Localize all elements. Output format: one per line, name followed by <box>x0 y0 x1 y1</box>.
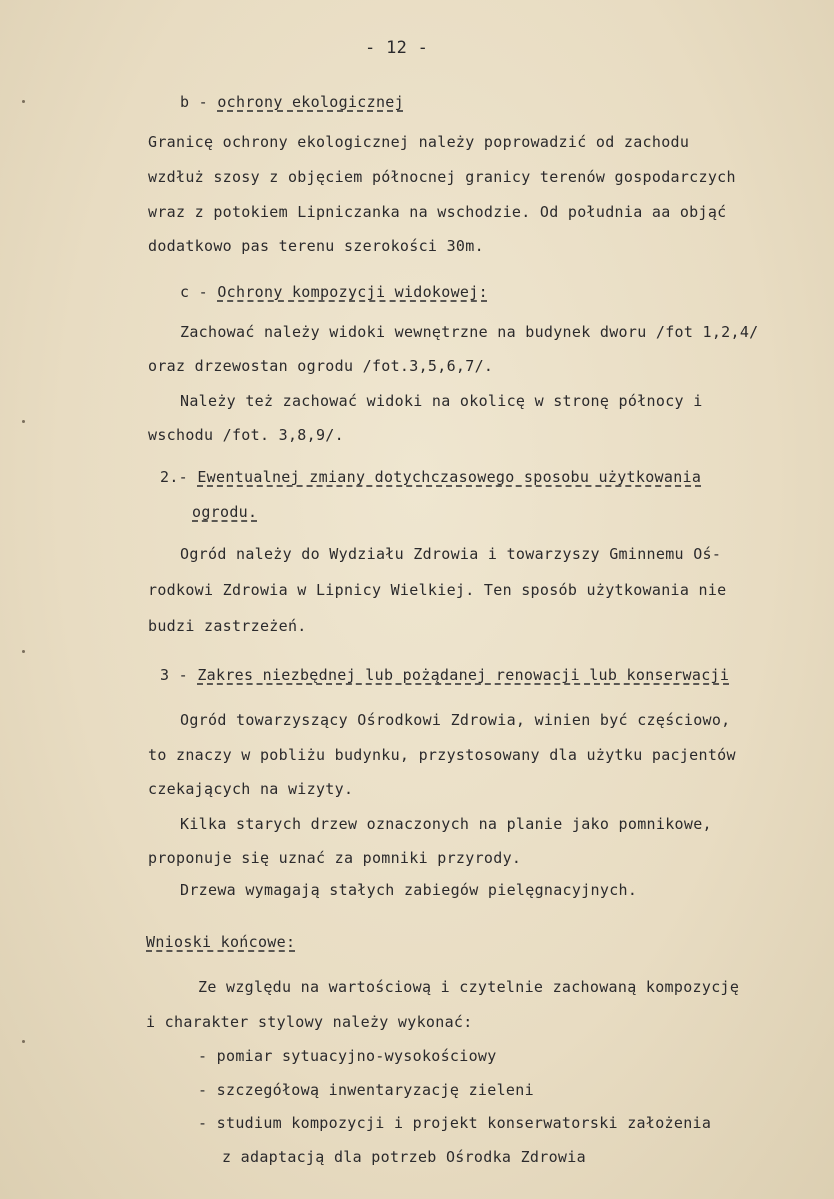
paragraph-line: oraz drzewostan ogrodu /fot.3,5,6,7/. <box>148 357 494 375</box>
margin-mark <box>22 650 25 653</box>
conclusions-heading: Wnioski końcowe: <box>146 933 296 951</box>
paragraph-line: Ogród należy do Wydziału Zdrowia i towarzyszy Gminnemu Oś- <box>180 545 722 563</box>
paragraph-line: Drzewa wymagają stałych zabiegów pielęgnacyjnych. <box>180 881 638 899</box>
paragraph-line: wzdłuż szosy z objęciem północnej granicy terenów gospodarczych <box>148 168 736 186</box>
list-item: - szczegółową inwentaryzację zieleni <box>198 1081 534 1099</box>
list-item-cont: z adaptacją dla potrzeb Ośrodka Zdrowia <box>222 1148 586 1166</box>
margin-mark <box>22 100 25 103</box>
paragraph-line: i charakter stylowy należy wykonać: <box>146 1013 473 1031</box>
section-2-heading: 2.- Ewentualnej zmiany dotychczasowego sposobu użytkowania <box>160 468 702 486</box>
paragraph-line: Ogród towarzyszący Ośrodkowi Zdrowia, winien być częściowo, <box>180 711 731 729</box>
paragraph-line: Kilka starych drzew oznaczonych na planie jako pomnikowe, <box>180 815 712 833</box>
section-c-heading: c - Ochrony kompozycji widokowej: <box>180 283 488 301</box>
page-number: - 12 - <box>365 38 429 58</box>
paragraph-line: wschodu /fot. 3,8,9/. <box>148 426 344 444</box>
paragraph-line: proponuje się uznać za pomniki przyrody. <box>148 849 522 867</box>
paragraph-line: wraz z potokiem Lipniczanka na wschodzie. Od południa aa objąć <box>148 203 727 221</box>
paragraph-line: to znaczy w pobliżu budynku, przystosowany dla użytku pacjentów <box>148 746 736 764</box>
section-3-heading: 3 - Zakres niezbędnej lub pożądanej renowacji lub konserwacji <box>160 666 730 684</box>
list-item: - studium kompozycji i projekt konserwatorski założenia <box>198 1114 712 1132</box>
section-b-heading: b - ochrony ekologicznej <box>180 93 404 111</box>
section-2-heading-cont: ogrodu. <box>192 503 258 521</box>
paragraph-line: budzi zastrzeżeń. <box>148 617 307 635</box>
paragraph-line: Zachować należy widoki wewnętrzne na budynek dworu /fot 1,2,4/ <box>180 323 759 341</box>
paragraph-line: czekających na wizyty. <box>148 780 354 798</box>
list-item: - pomiar sytuacyjno-wysokościowy <box>198 1047 497 1065</box>
paragraph-line: Należy też zachować widoki na okolicę w stronę północy i <box>180 392 703 410</box>
paragraph-line: dodatkowo pas terenu szerokości 30m. <box>148 237 484 255</box>
paragraph-line: rodkowi Zdrowia w Lipnicy Wielkiej. Ten sposób użytkowania nie <box>148 581 727 599</box>
margin-mark <box>22 420 25 423</box>
paragraph-line: Granicę ochrony ekologicznej należy poprowadzić od zachodu <box>148 133 690 151</box>
margin-mark <box>22 1040 25 1043</box>
paragraph-line: Ze względu na wartościową i czytelnie zachowaną kompozycję <box>198 978 740 996</box>
